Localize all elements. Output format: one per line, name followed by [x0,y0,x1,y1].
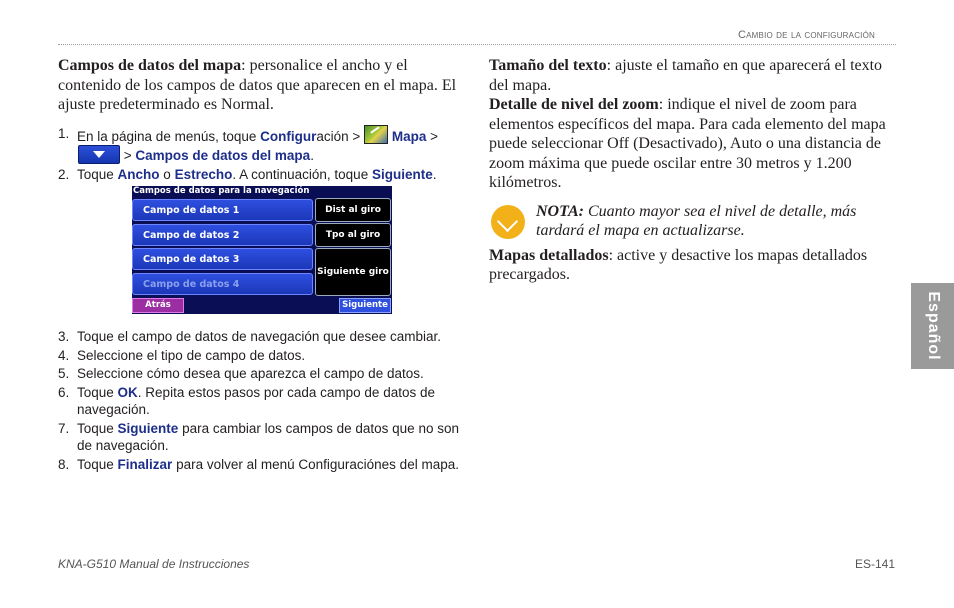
intro-text: : personalice el ancho y el contenido de los campos de datos que aparecen en el mapa. El ajuste predeterminado es Normal. [58,57,457,113]
data-field-2[interactable] [132,224,313,246]
text-size-paragraph [489,56,899,95]
step-3 [58,328,468,346]
header-rule [58,44,896,45]
note-text: Cuanto mayor sea el nivel de detalle, más tardará el mapa en actualizarse. [536,202,857,239]
detailed-maps-term: Mapas detallados [489,246,609,264]
intro-paragraph [58,56,468,115]
zoom-detail-term: Detalle de nivel del zoom [489,96,659,113]
keyword-ok: OK [117,384,138,400]
step-4 [58,347,468,365]
step-number: 4. [58,347,70,363]
tpo-al-giro-button[interactable]: Tpo al giro [315,223,391,247]
steps-continued [58,328,468,474]
step-text: . A continuación, toque [232,166,372,182]
step-text: para volver al menú Configuraciónes del mapa. [172,456,459,472]
step-2 [58,166,468,184]
step-text: para cambiar los campos de datos que no son de navegación. [77,420,459,453]
field-label: Campo de datos 1 [143,205,240,216]
note-box [489,202,899,244]
screen-title: Campos de datos para la navegación [133,186,310,196]
down-arrow-icon [78,145,120,164]
map-icon [364,125,388,144]
step-text: Toque el campo de datos de navegación que desee cambiar. [77,329,442,344]
language-tab-label: Español [924,291,942,361]
step-text: ación [316,128,349,144]
steps-list [58,125,468,184]
text-size-term: Tamaño del texto [489,57,607,74]
step-text: . [432,166,437,182]
footer-manual-title: KNA-G510 Manual de Instrucciones [58,557,250,571]
keyword-siguiente: Siguiente [117,420,179,436]
step-6 [58,384,468,419]
step-number: 2. [58,166,70,182]
detailed-maps-paragraph [489,246,899,285]
field-label: Campo de datos 3 [143,254,240,265]
keyword-configuracion: Configur [260,128,317,144]
steps-list-continued [58,328,468,473]
siguiente-giro-button[interactable]: Siguiente giro [315,248,391,296]
zoom-detail-paragraph [489,95,899,193]
step-text: > [348,128,365,144]
step-number: 3. [58,329,70,344]
left-column [58,56,468,184]
step-text: Toque [77,166,118,182]
intro-term: Campos de datos del mapa [58,57,242,74]
next-button[interactable]: Siguiente [339,298,391,313]
step-7 [58,420,468,455]
step-text: Toque [77,420,118,436]
step-1 [58,125,468,165]
keyword-estrecho: Estrecho [174,166,233,182]
text-size-text: : ajuste el tamaño en que aparecerá el texto del mapa. [489,57,883,94]
right-column [489,56,899,285]
note-pencil-icon [491,205,525,239]
keyword-campos-datos-mapa: Campos de datos del mapa [135,148,311,163]
step-text: > [120,148,136,163]
step-text: > [426,128,438,144]
step-number: 7. [58,420,70,436]
step-text: o [159,166,175,182]
step-text: Seleccione el tipo de campo de datos. [77,347,306,363]
step-number: 8. [58,456,70,472]
step-5 [58,365,468,383]
running-header: Cambio de la configuración [738,29,875,41]
step-number: 6. [58,384,70,400]
data-field-4[interactable] [132,273,313,295]
step-text: En la página de menús, toque [77,128,261,144]
step-text: . [310,148,314,163]
step-text: . Repita estos pasos por cada campo de datos de navegación. [77,384,435,417]
keyword-finalizar: Finalizar [117,456,173,472]
step-text: Seleccione cómo desea que aparezca el campo de datos. [77,366,424,381]
keyword-ancho: Ancho [117,166,160,182]
back-button[interactable]: Atrás [132,298,184,313]
data-field-3[interactable] [132,248,313,270]
detailed-maps-text: : active y desactive los mapas detallados precargados. [489,246,868,283]
step-text: Toque [77,456,118,472]
keyword-mapa: Mapa [391,128,427,144]
zoom-detail-text: : indique el nivel de zoom para elementos específicos del mapa. Para cada elemento del mapa puede seleccionar Off (Desactivado), Auto o una distancia de zoom máxima que puede oscilar entre 30 metros y 1.200 kilómetros. [489,96,886,191]
field-label: Campo de datos 4 [143,279,240,290]
device-screenshot [132,186,392,314]
step-text: Toque [77,384,118,400]
step-number: 5. [58,366,70,381]
step-number: 1. [58,125,70,141]
note-paragraph [536,202,899,241]
step-8 [58,456,468,474]
field-label: Campo de datos 2 [143,230,240,241]
keyword-siguiente: Siguiente [371,166,433,182]
data-field-1[interactable] [132,199,313,221]
note-label: NOTA: [536,202,584,220]
footer-page-number: ES-141 [855,557,896,571]
dist-al-giro-button[interactable]: Dist al giro [315,198,391,222]
language-tab [911,283,954,369]
